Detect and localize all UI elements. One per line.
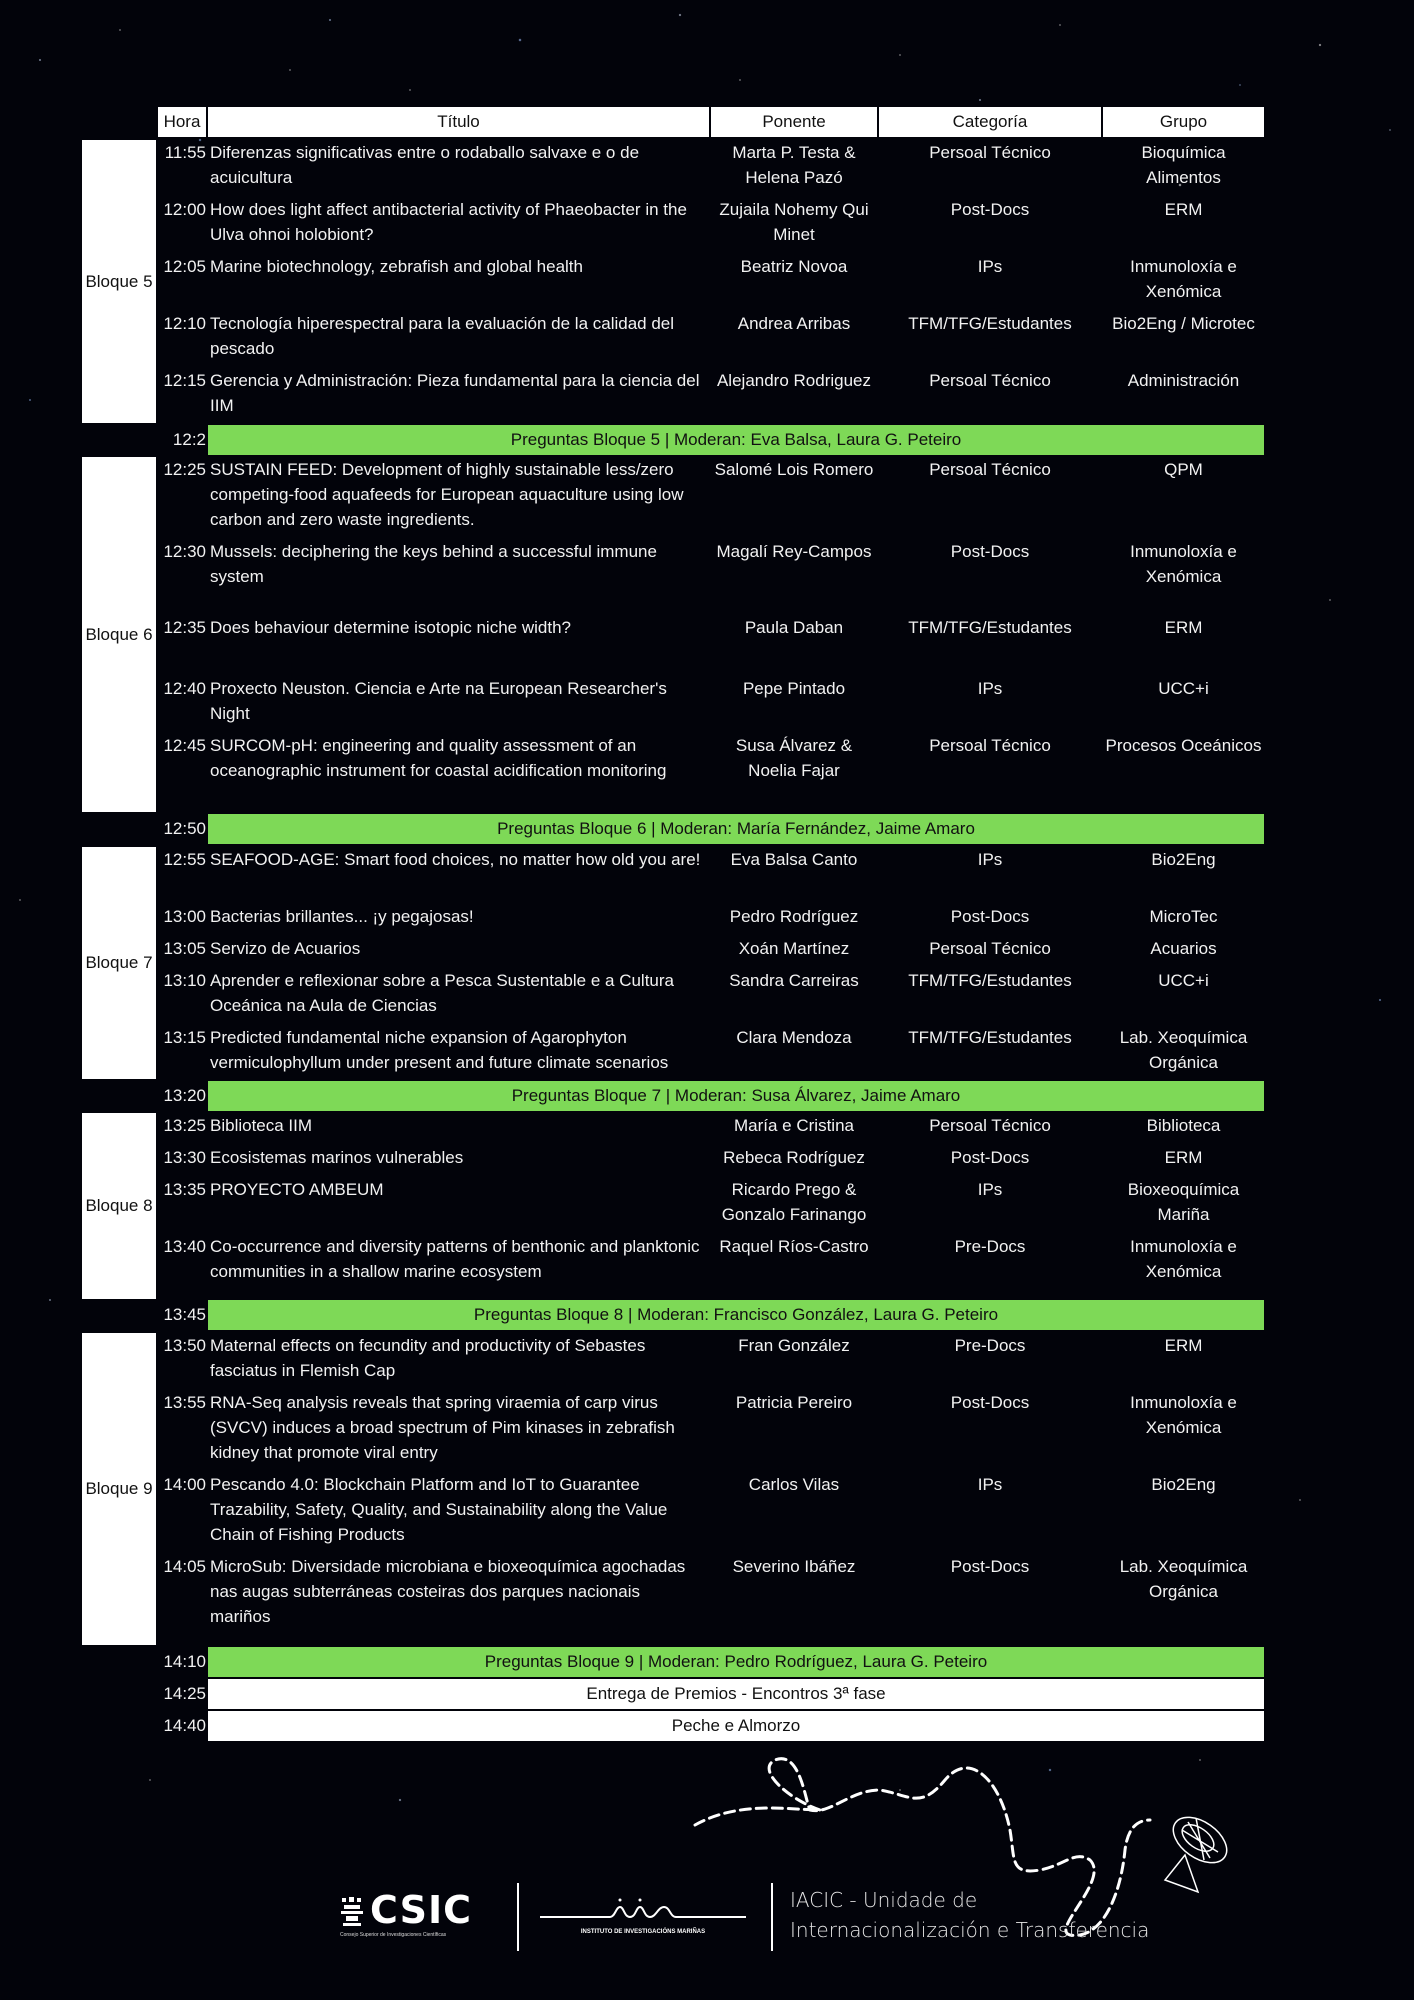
talk-title: How does light affect antibacterial activity of Phaeobacter in the Ulva ohnoi holobiont? (210, 200, 687, 244)
talk-title: MicroSub: Diversidade microbiana e bioxeoquímica agochadas nas augas subterráneas costeiras dos parques nacionais mariños (210, 1557, 686, 1626)
block-label: Bloque 9 (82, 1333, 156, 1645)
talk-group: Bio2Eng (1151, 850, 1216, 869)
talk-category: Post-Docs (950, 1393, 1030, 1412)
talk-time: 12:40 (163, 679, 206, 698)
talk-group: Inmunoloxía e Xenómica (1130, 542, 1237, 586)
ufo-icon (1110, 1800, 1240, 1900)
talk-category: TFM/TFG/Estudantes (908, 314, 1072, 333)
talk-category: Post-Docs (950, 1557, 1030, 1576)
talk-speaker: Pedro Rodríguez (729, 907, 859, 926)
talk-title: Marine biotechnology, zebrafish and global health (210, 257, 583, 276)
talk-category: Post-Docs (950, 907, 1030, 926)
talk-title: Pescando 4.0: Blockchain Platform and IoT to Guarantee Trazability, Safety, Quality, and Sustainability along the Value Chain of Fishing Products (210, 1475, 668, 1544)
talk-title: RNA-Seq analysis reveals that spring viraemia of carp virus (SVCV) induces a broad spectrum of Pim kinases in zebrafish kidney that promote viral entry (210, 1393, 675, 1462)
talk-time: 12:00 (163, 200, 206, 219)
talk-speaker: Xoán Martínez (738, 939, 850, 958)
talk-time: 12:05 (163, 257, 206, 276)
talk-category: TFM/TFG/Estudantes (908, 1028, 1072, 1047)
talk-title: Servizo de Acuarios (210, 939, 361, 958)
talk-title: Does behaviour determine isotopic niche width? (210, 618, 571, 637)
talk-time: 12:10 (163, 314, 206, 333)
talk-time: 12:30 (163, 542, 206, 561)
talk-time: 13:00 (163, 907, 206, 926)
talk-speaker: Fran González (738, 1336, 850, 1355)
talk-speaker: Paula Daban (744, 618, 844, 637)
talk-title: Predicted fundamental niche expansion of Agarophyton vermiculophyllum under present and future climate scenarios (210, 1028, 669, 1072)
talk-title: Bacterias brillantes... ¡y pegajosas! (210, 907, 474, 926)
talk-time: 11:55 (164, 143, 206, 162)
talk-title: SURCOM-pH: engineering and quality assessment of an oceanographic instrument for coastal acidification monitoring (210, 736, 667, 780)
questions-band: Preguntas Bloque 5 | Moderan: Eva Balsa, Laura G. Peteiro (208, 425, 1264, 455)
talk-title: Gerencia y Administración: Pieza fundamental para la ciencia del IIM (210, 371, 700, 415)
talk-speaker: Salomé Lois Romero (714, 460, 874, 479)
talk-speaker: Eva Balsa Canto (730, 850, 858, 869)
talk-title: Ecosistemas marinos vulnerables (210, 1148, 464, 1167)
talk-time: 13:15 (163, 1028, 206, 1047)
footer-divider (517, 1883, 519, 1951)
talk-category: IPs (977, 850, 1003, 869)
talk-speaker: Severino Ibáñez (732, 1557, 856, 1576)
talk-title: Aprender e reflexionar sobre a Pesca Sustentable e a Cultura Oceánica na Aula de Ciencias (210, 971, 674, 1015)
talk-time: 13:05 (163, 939, 206, 958)
talk-title: Proxecto Neuston. Ciencia e Arte na European Researcher's Night (210, 679, 667, 723)
talk-group: ERM (1164, 200, 1203, 219)
talk-group: ERM (1164, 1336, 1203, 1355)
talk-speaker: Magalí Rey-Campos (716, 542, 872, 561)
talk-title: SUSTAIN FEED: Development of highly sustainable less/zero competing-food aquafeeds for European aquaculture using low carbon and zero waste ingredients. (210, 460, 684, 529)
talk-speaker: Andrea Arribas (737, 314, 851, 333)
footer-divider (771, 1883, 773, 1951)
talk-group: QPM (1164, 460, 1203, 479)
talk-time: 12:55 (163, 850, 206, 869)
csic-subtitle: Consejo Superior de Investigaciones Científicas (340, 1932, 447, 1938)
talk-category: Persoal Técnico (929, 736, 1051, 755)
talk-category: Pre-Docs (954, 1237, 1026, 1256)
talk-group: Bioxeoquímica Mariña (1127, 1180, 1240, 1224)
talk-speaker: María e Cristina (734, 1116, 854, 1135)
talk-group: Lab. Xeoquímica Orgánica (1119, 1028, 1248, 1072)
talk-group: ERM (1164, 618, 1203, 637)
talk-title: Maternal effects on fecundity and productivity of Sebastes fasciatus in Flemish Cap (210, 1336, 646, 1380)
talk-title: Diferenzas significativas entre o rodaballo salvaxe e o de acuicultura (210, 143, 640, 187)
talk-category: IPs (977, 1180, 1003, 1199)
awards-band: Entrega de Premios - Encontros 3ª fase (208, 1679, 1264, 1709)
talk-group: Acuarios (1150, 939, 1217, 958)
header-titulo: Título (208, 107, 709, 137)
header-hora: Hora (158, 107, 206, 137)
talk-category: TFM/TFG/Estudantes (908, 971, 1072, 990)
talk-title: Co-occurrence and diversity patterns of benthonic and planktonic communities in a shallow marine ecosystem (210, 1237, 700, 1281)
talk-speaker: Alejandro Rodriguez (716, 371, 872, 390)
csic-wordmark: CSIC (370, 1888, 472, 1932)
talk-group: Procesos Oceánicos (1105, 736, 1262, 755)
talk-speaker: Pepe Pintado (742, 679, 846, 698)
questions-band: Preguntas Bloque 9 | Moderan: Pedro Rodríguez, Laura G. Peteiro (208, 1647, 1264, 1677)
header-grupo: Grupo (1103, 107, 1264, 137)
questions-time: 13:45 (163, 1305, 206, 1324)
talk-speaker: Marta P. Testa & Helena Pazó (732, 143, 856, 187)
iim-subtitle: INSTITUTO DE INVESTIGACIÓNS MARIÑAS (580, 1929, 706, 1935)
talk-group: Bio2Eng / Microtec (1112, 314, 1255, 333)
talk-speaker: Raquel Ríos-Castro (719, 1237, 869, 1256)
header-ponente: Ponente (711, 107, 877, 137)
talk-category: Persoal Técnico (929, 939, 1051, 958)
talk-group: MicroTec (1149, 907, 1218, 926)
talk-group: Inmunoloxía e Xenómica (1130, 1237, 1237, 1281)
talk-speaker: Zujaila Nohemy Qui Minet (719, 200, 869, 244)
talk-group: Inmunoloxía e Xenómica (1130, 257, 1237, 301)
questions-band: Preguntas Bloque 8 | Moderan: Francisco González, Laura G. Peteiro (208, 1300, 1264, 1330)
talk-category: Post-Docs (950, 200, 1030, 219)
talk-category: Pre-Docs (954, 1336, 1026, 1355)
talk-group: ERM (1164, 1148, 1203, 1167)
block-label: Bloque 6 (82, 457, 156, 812)
talk-time: 13:35 (163, 1180, 206, 1199)
talk-speaker: Beatriz Novoa (740, 257, 848, 276)
talk-group: Bioquímica Alimentos (1141, 143, 1226, 187)
talk-title: Mussels: deciphering the keys behind a successful immune system (210, 542, 657, 586)
talk-group: UCC+i (1158, 679, 1209, 698)
iim-mark-icon (540, 1895, 746, 1919)
talk-group: Lab. Xeoquímica Orgánica (1119, 1557, 1248, 1601)
block-label: Bloque 5 (82, 140, 156, 423)
questions-time: 14:10 (163, 1652, 206, 1671)
talk-speaker: Clara Mendoza (736, 1028, 852, 1047)
closing-time: 14:40 (163, 1716, 206, 1735)
talk-speaker: Ricardo Prego & Gonzalo Farinango (721, 1180, 867, 1224)
talk-category: IPs (977, 679, 1003, 698)
talk-time: 12:45 (163, 736, 206, 755)
talk-time: 13:10 (163, 971, 206, 990)
talk-category: IPs (977, 1475, 1003, 1494)
talk-group: Biblioteca (1146, 1116, 1221, 1135)
csic-emblem-icon (340, 1896, 364, 1928)
talk-time: 13:55 (163, 1393, 206, 1412)
questions-time: 12:2 (172, 430, 206, 449)
talk-time: 12:35 (163, 618, 206, 637)
talk-category: Post-Docs (950, 1148, 1030, 1167)
unit-name-line2: Internacionalización e Transferencia (790, 1918, 1150, 1942)
talk-time: 14:05 (163, 1557, 206, 1576)
talk-category: Persoal Técnico (929, 143, 1051, 162)
talk-time: 13:30 (163, 1148, 206, 1167)
talk-group: Bio2Eng (1151, 1475, 1216, 1494)
questions-band: Preguntas Bloque 7 | Moderan: Susa Álvarez, Jaime Amaro (208, 1081, 1264, 1111)
talk-group: Inmunoloxía e Xenómica (1130, 1393, 1237, 1437)
talk-title: Biblioteca IIM (210, 1116, 313, 1135)
talk-title: PROYECTO AMBEUM (210, 1180, 384, 1199)
talk-time: 13:50 (163, 1336, 206, 1355)
talk-category: Persoal Técnico (929, 371, 1051, 390)
talk-title: SEAFOOD-AGE: Smart food choices, no matter how old you are! (210, 850, 701, 869)
unit-name-line1: IACIC - Unidade de (790, 1888, 978, 1912)
talk-speaker: Patricia Pereiro (735, 1393, 853, 1412)
questions-time: 12:50 (163, 819, 206, 838)
header-categoria: Categoría (879, 107, 1101, 137)
talk-category: TFM/TFG/Estudantes (908, 618, 1072, 637)
csic-logo (340, 1890, 495, 1940)
talk-speaker: Sandra Carreiras (729, 971, 859, 990)
block-label: Bloque 7 (82, 847, 156, 1079)
talk-group: Administración (1127, 371, 1240, 390)
talk-time: 12:15 (163, 371, 206, 390)
iim-logo (540, 1895, 746, 1940)
talk-time: 14:00 (163, 1475, 206, 1494)
talk-time: 13:25 (163, 1116, 206, 1135)
talk-group: UCC+i (1158, 971, 1209, 990)
talk-speaker: Susa Álvarez & Noelia Fajar (735, 736, 853, 780)
talk-speaker: Rebeca Rodríguez (723, 1148, 865, 1167)
block-label: Bloque 8 (82, 1113, 156, 1299)
closing-time: 14:25 (163, 1684, 206, 1703)
talk-title: Tecnología hiperespectral para la evaluación de la calidad del pescado (210, 314, 675, 358)
talk-time: 13:40 (163, 1237, 206, 1256)
talk-category: Persoal Técnico (929, 1116, 1051, 1135)
questions-time: 13:20 (163, 1086, 206, 1105)
talk-speaker: Carlos Vilas (748, 1475, 840, 1494)
questions-band: Preguntas Bloque 6 | Moderan: María Fernández, Jaime Amaro (208, 814, 1264, 844)
talk-category: Persoal Técnico (929, 460, 1051, 479)
talk-category: Post-Docs (950, 542, 1030, 561)
talk-category: IPs (977, 257, 1003, 276)
lunch-band: Peche e Almorzo (208, 1711, 1264, 1741)
talk-time: 12:25 (163, 460, 206, 479)
